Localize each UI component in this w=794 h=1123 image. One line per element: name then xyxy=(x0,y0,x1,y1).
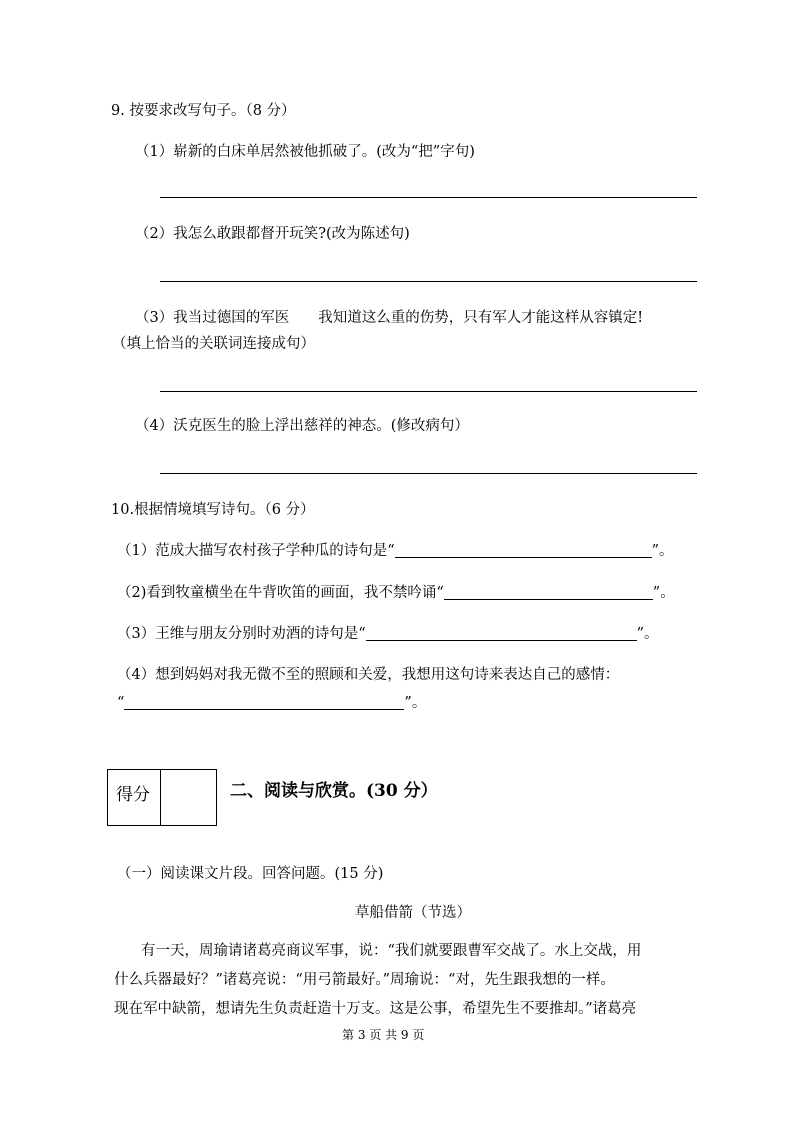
question-10-item-3-end: ”。 xyxy=(636,626,659,642)
passage-line-2: 什么兵器最好？”诸葛亮说：“用弓箭最好。”周瑜说：“对，先生跟我想的一样。 xyxy=(114,972,615,988)
question-9-item-2: （2）我怎么敢跟都督开玩笑?(改为陈述句) xyxy=(135,226,410,242)
question-10-item-1-end: ”。 xyxy=(651,543,674,559)
question-9-item-3: （3）我当过德国的军医 我知道这么重的伤势，只有军人才能这样从容镇定! xyxy=(135,310,644,326)
answer-line-9-4[interactable] xyxy=(160,473,697,474)
answer-blank-10-3[interactable] xyxy=(366,626,637,641)
question-10-item-3-text: （3）王维与朋友分别时劝酒的诗句是“ xyxy=(117,626,366,642)
question-10-item-3 xyxy=(117,624,659,644)
answer-line-9-2[interactable] xyxy=(160,281,697,282)
section-2-title: 二、阅读与欣赏。(30 分） xyxy=(230,781,438,801)
question-10-item-2-text: （2)看到牧童横坐在牛背吹笛的画面，我不禁吟诵“ xyxy=(117,585,444,601)
score-label: 得分 xyxy=(116,785,150,805)
answer-blank-10-1[interactable] xyxy=(395,543,652,558)
score-box xyxy=(107,769,217,826)
section-2-subtitle: （一）阅读课文片段。回答问题。(15 分) xyxy=(117,866,384,882)
page-footer: 第 3 页 共 9 页 xyxy=(342,1028,425,1042)
question-9-item-4: （4）沃克医生的脸上浮出慈祥的神态。(修改病句） xyxy=(135,418,469,434)
passage-line-3: 现在军中缺箭，想请先生负责赶造十万支。这是公事，希望先生不要推却。”诸葛亮 xyxy=(114,1001,637,1017)
question-10-item-4-end: ”。 xyxy=(404,695,427,711)
question-9-title: 9. 按要求改写句子。（8 分） xyxy=(111,103,296,119)
answer-line-9-3[interactable] xyxy=(160,391,697,392)
question-10-item-1-text: （1）范成大描写农村孩子学种瓜的诗句是“ xyxy=(117,543,395,559)
question-9-item-1: （1）崭新的白床单居然被他抓破了。(改为“把”字句) xyxy=(135,144,475,160)
question-10-item-4-open-quote: “ xyxy=(117,695,125,711)
question-10-title: 10.根据情境填写诗句。（6 分） xyxy=(111,502,315,518)
question-10-item-1 xyxy=(117,541,674,561)
answer-line-9-1[interactable] xyxy=(160,197,697,198)
question-9-item-3-instruction: （填上恰当的关联词连接成句） xyxy=(112,336,315,352)
passage-line-1: 有一天，周瑜请诸葛亮商议军事，说：“我们就要跟曹军交战了。水上交战，用 xyxy=(141,943,642,959)
passage-title: 草船借箭（节选） xyxy=(355,905,471,921)
answer-blank-10-2[interactable] xyxy=(444,585,653,600)
question-10-item-4: （4）想到妈妈对我无微不至的照顾和关爱，我想用这句诗来表达自己的感情： xyxy=(117,667,620,683)
score-box-divider xyxy=(160,770,161,825)
question-10-item-2-end: ”。 xyxy=(652,585,675,601)
question-10-item-4-answer xyxy=(117,693,426,713)
question-10-item-2 xyxy=(117,583,675,603)
answer-blank-10-4[interactable] xyxy=(124,695,404,710)
